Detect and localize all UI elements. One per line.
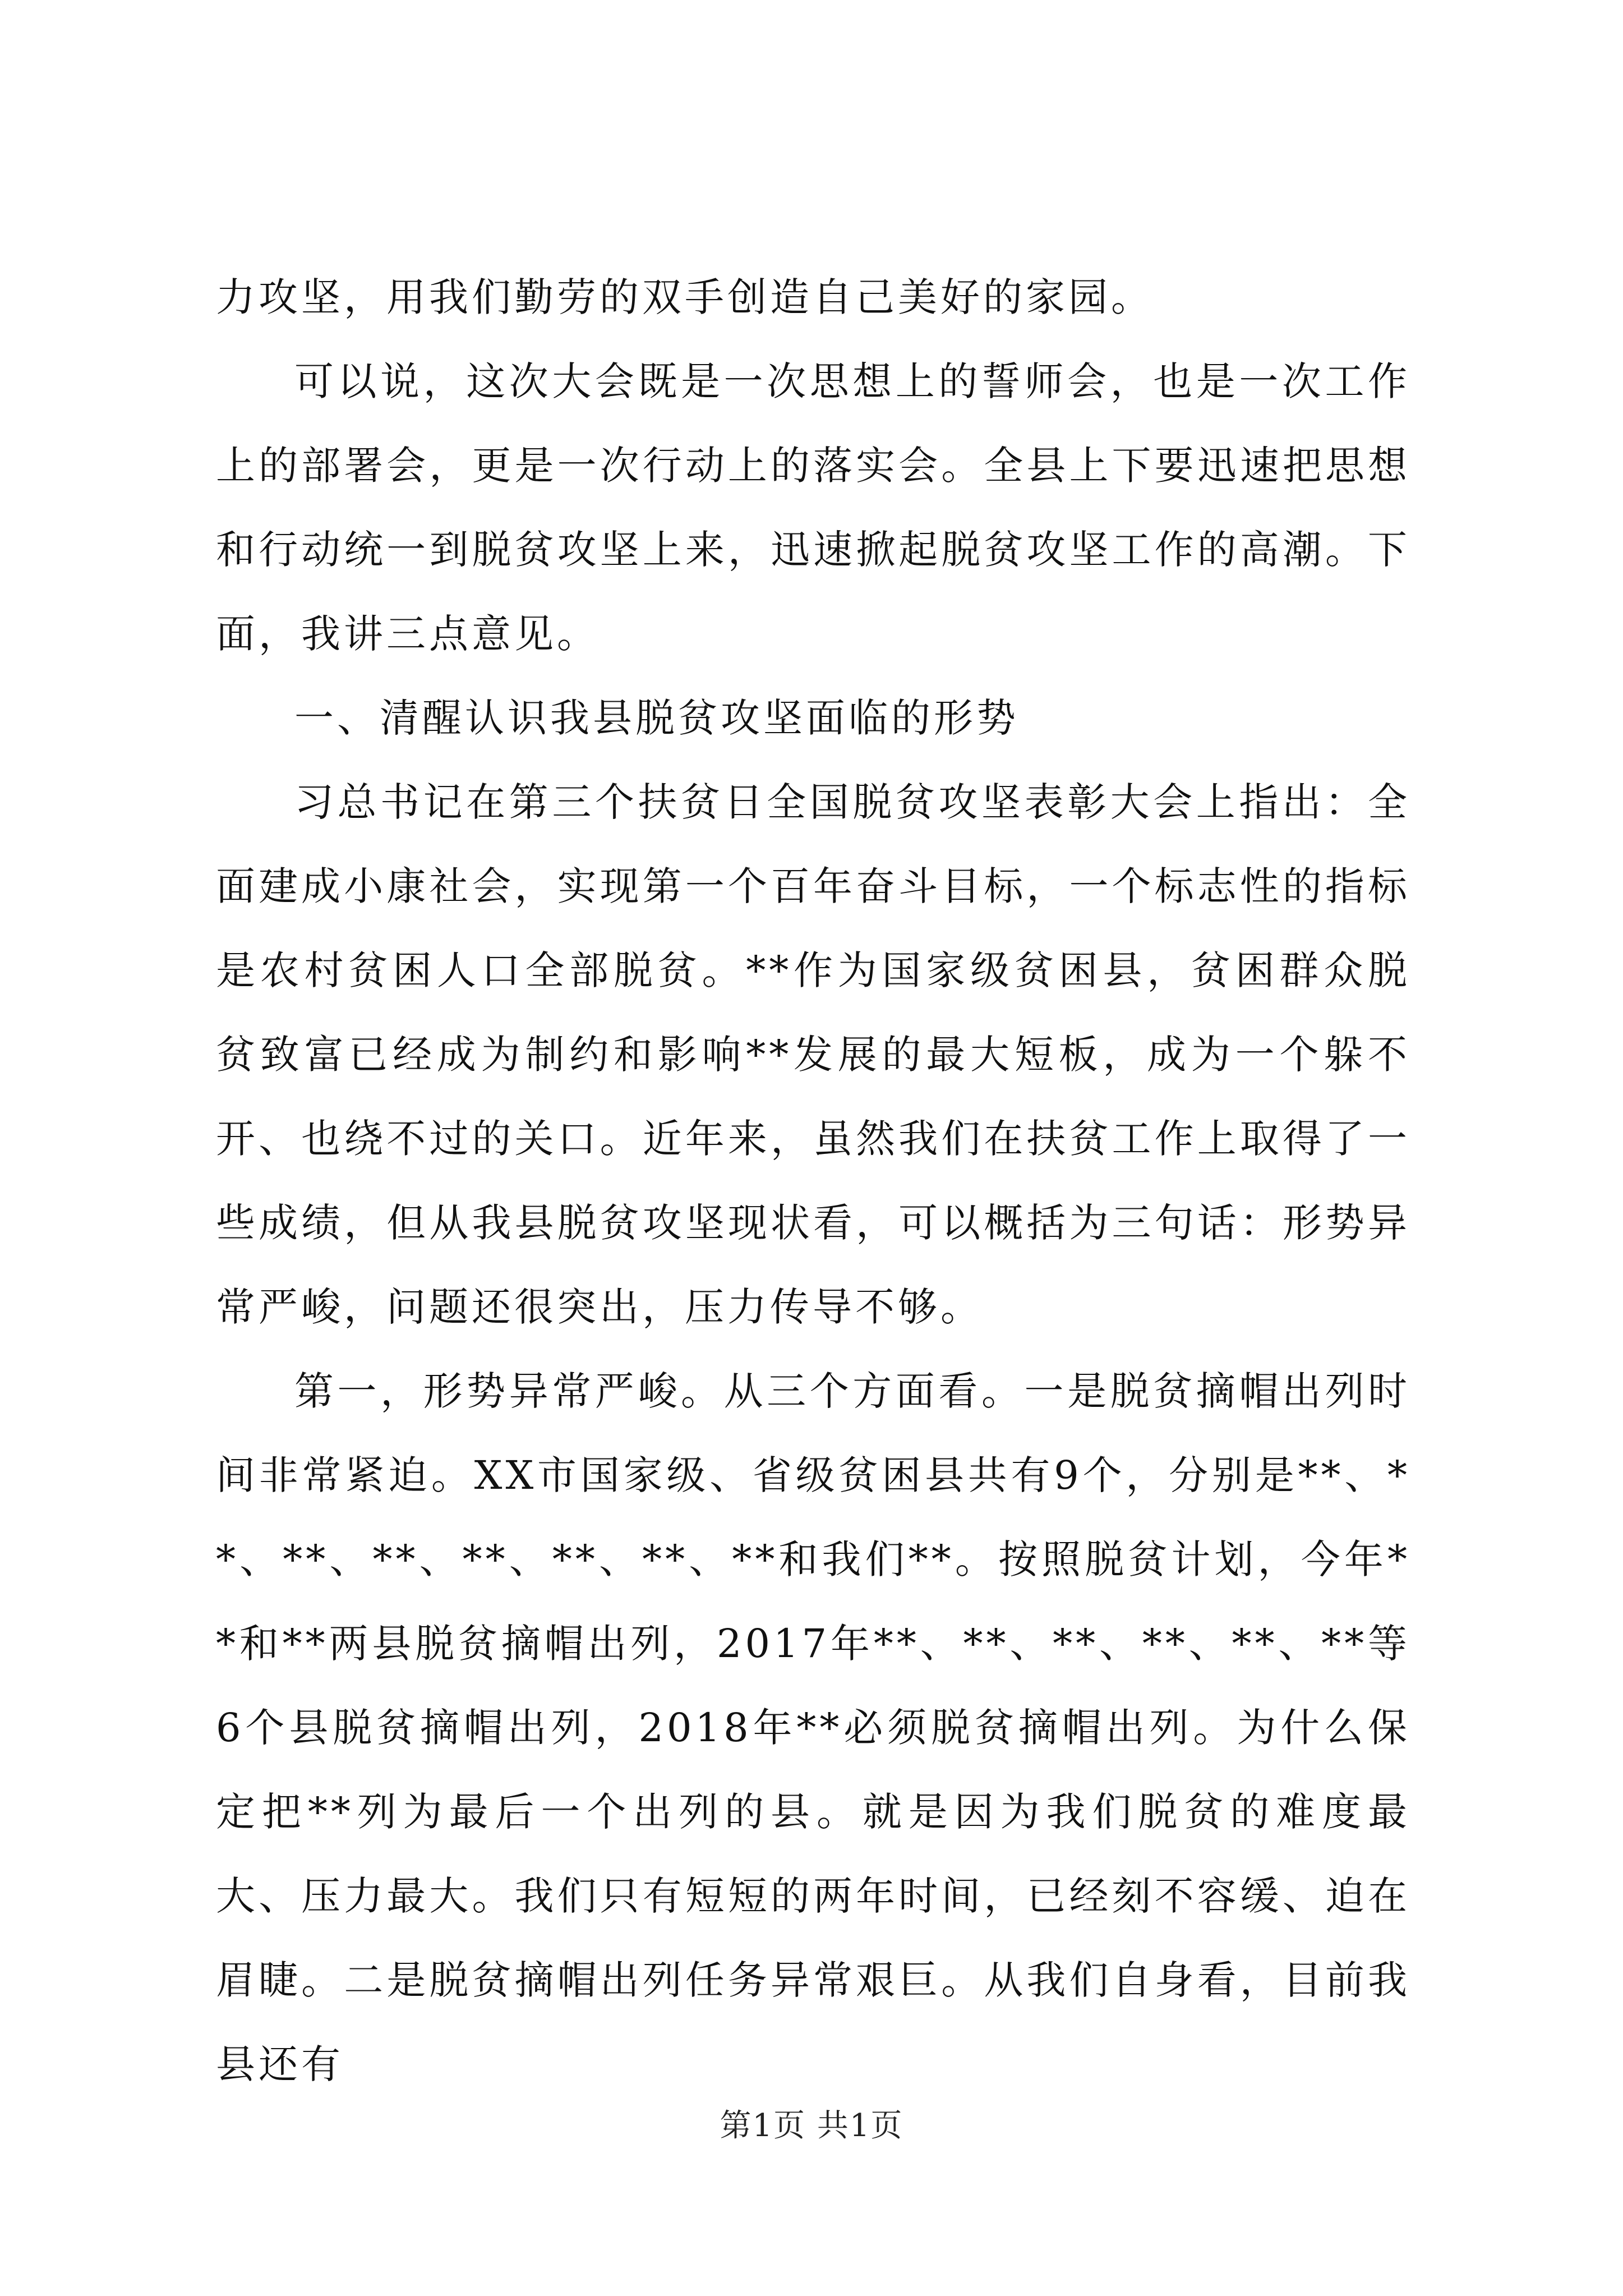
- document-body: [216, 255, 1410, 2106]
- paragraph-1: 力攻坚，用我们勤劳的双手创造自己美好的家园。: [216, 274, 1154, 320]
- paragraph-2: 可以说，这次大会既是一次思想上的誓师会，也是一次工作上的部署会，更是一次行动上的落实会。全县上下要迅速把思想和行动统一到脱贫攻坚上来，迅速掀起脱贫攻坚工作的高潮。下面，我讲三点意见。: [216, 358, 1410, 657]
- section-heading: 一、清醒认识我县脱贫攻坚面临的形势: [294, 695, 1019, 741]
- paragraph-3: 习总书记在第三个扶贫日全国脱贫攻坚表彰大会上指出：全面建成小康社会，实现第一个百年奋斗目标，一个标志性的指标是农村贫困人口全部脱贫。**作为国家级贫困县，贫困群众脱贫致富已经成为制约和影响**发展的最大短板，成为一个躲不开、也绕不过的关口。近年来，虽然我们在扶贫工作上取得了一些成绩，但从我县脱贫攻坚现状看，可以概括为三句话：形势异常严峻，问题还很突出，压力传导不够。: [216, 779, 1410, 1330]
- paragraph-4: 第一，形势异常严峻。从三个方面看。一是脱贫摘帽出列时间非常紧迫。XX市国家级、省级贫困县共有9个，分别是**、**、**、**、**、**、**、**和我们**。按照脱贫计划，今年**和**两县脱贫摘帽出列，2017年**、**、**、**、**、**等6个县脱贫摘帽出列，2018年**必须脱贫摘帽出列。为什么保定把**列为最后一个出列的县。就是因为我们脱贫的难度最大、压力最大。我们只有短短的两年时间，已经刻不容缓、迫在眉睫。二是脱贫摘帽出列任务异常艰巨。从我们自身看，目前我县还有: [216, 1368, 1410, 2087]
- page-footer: 第1页 共1页: [720, 2108, 903, 2144]
